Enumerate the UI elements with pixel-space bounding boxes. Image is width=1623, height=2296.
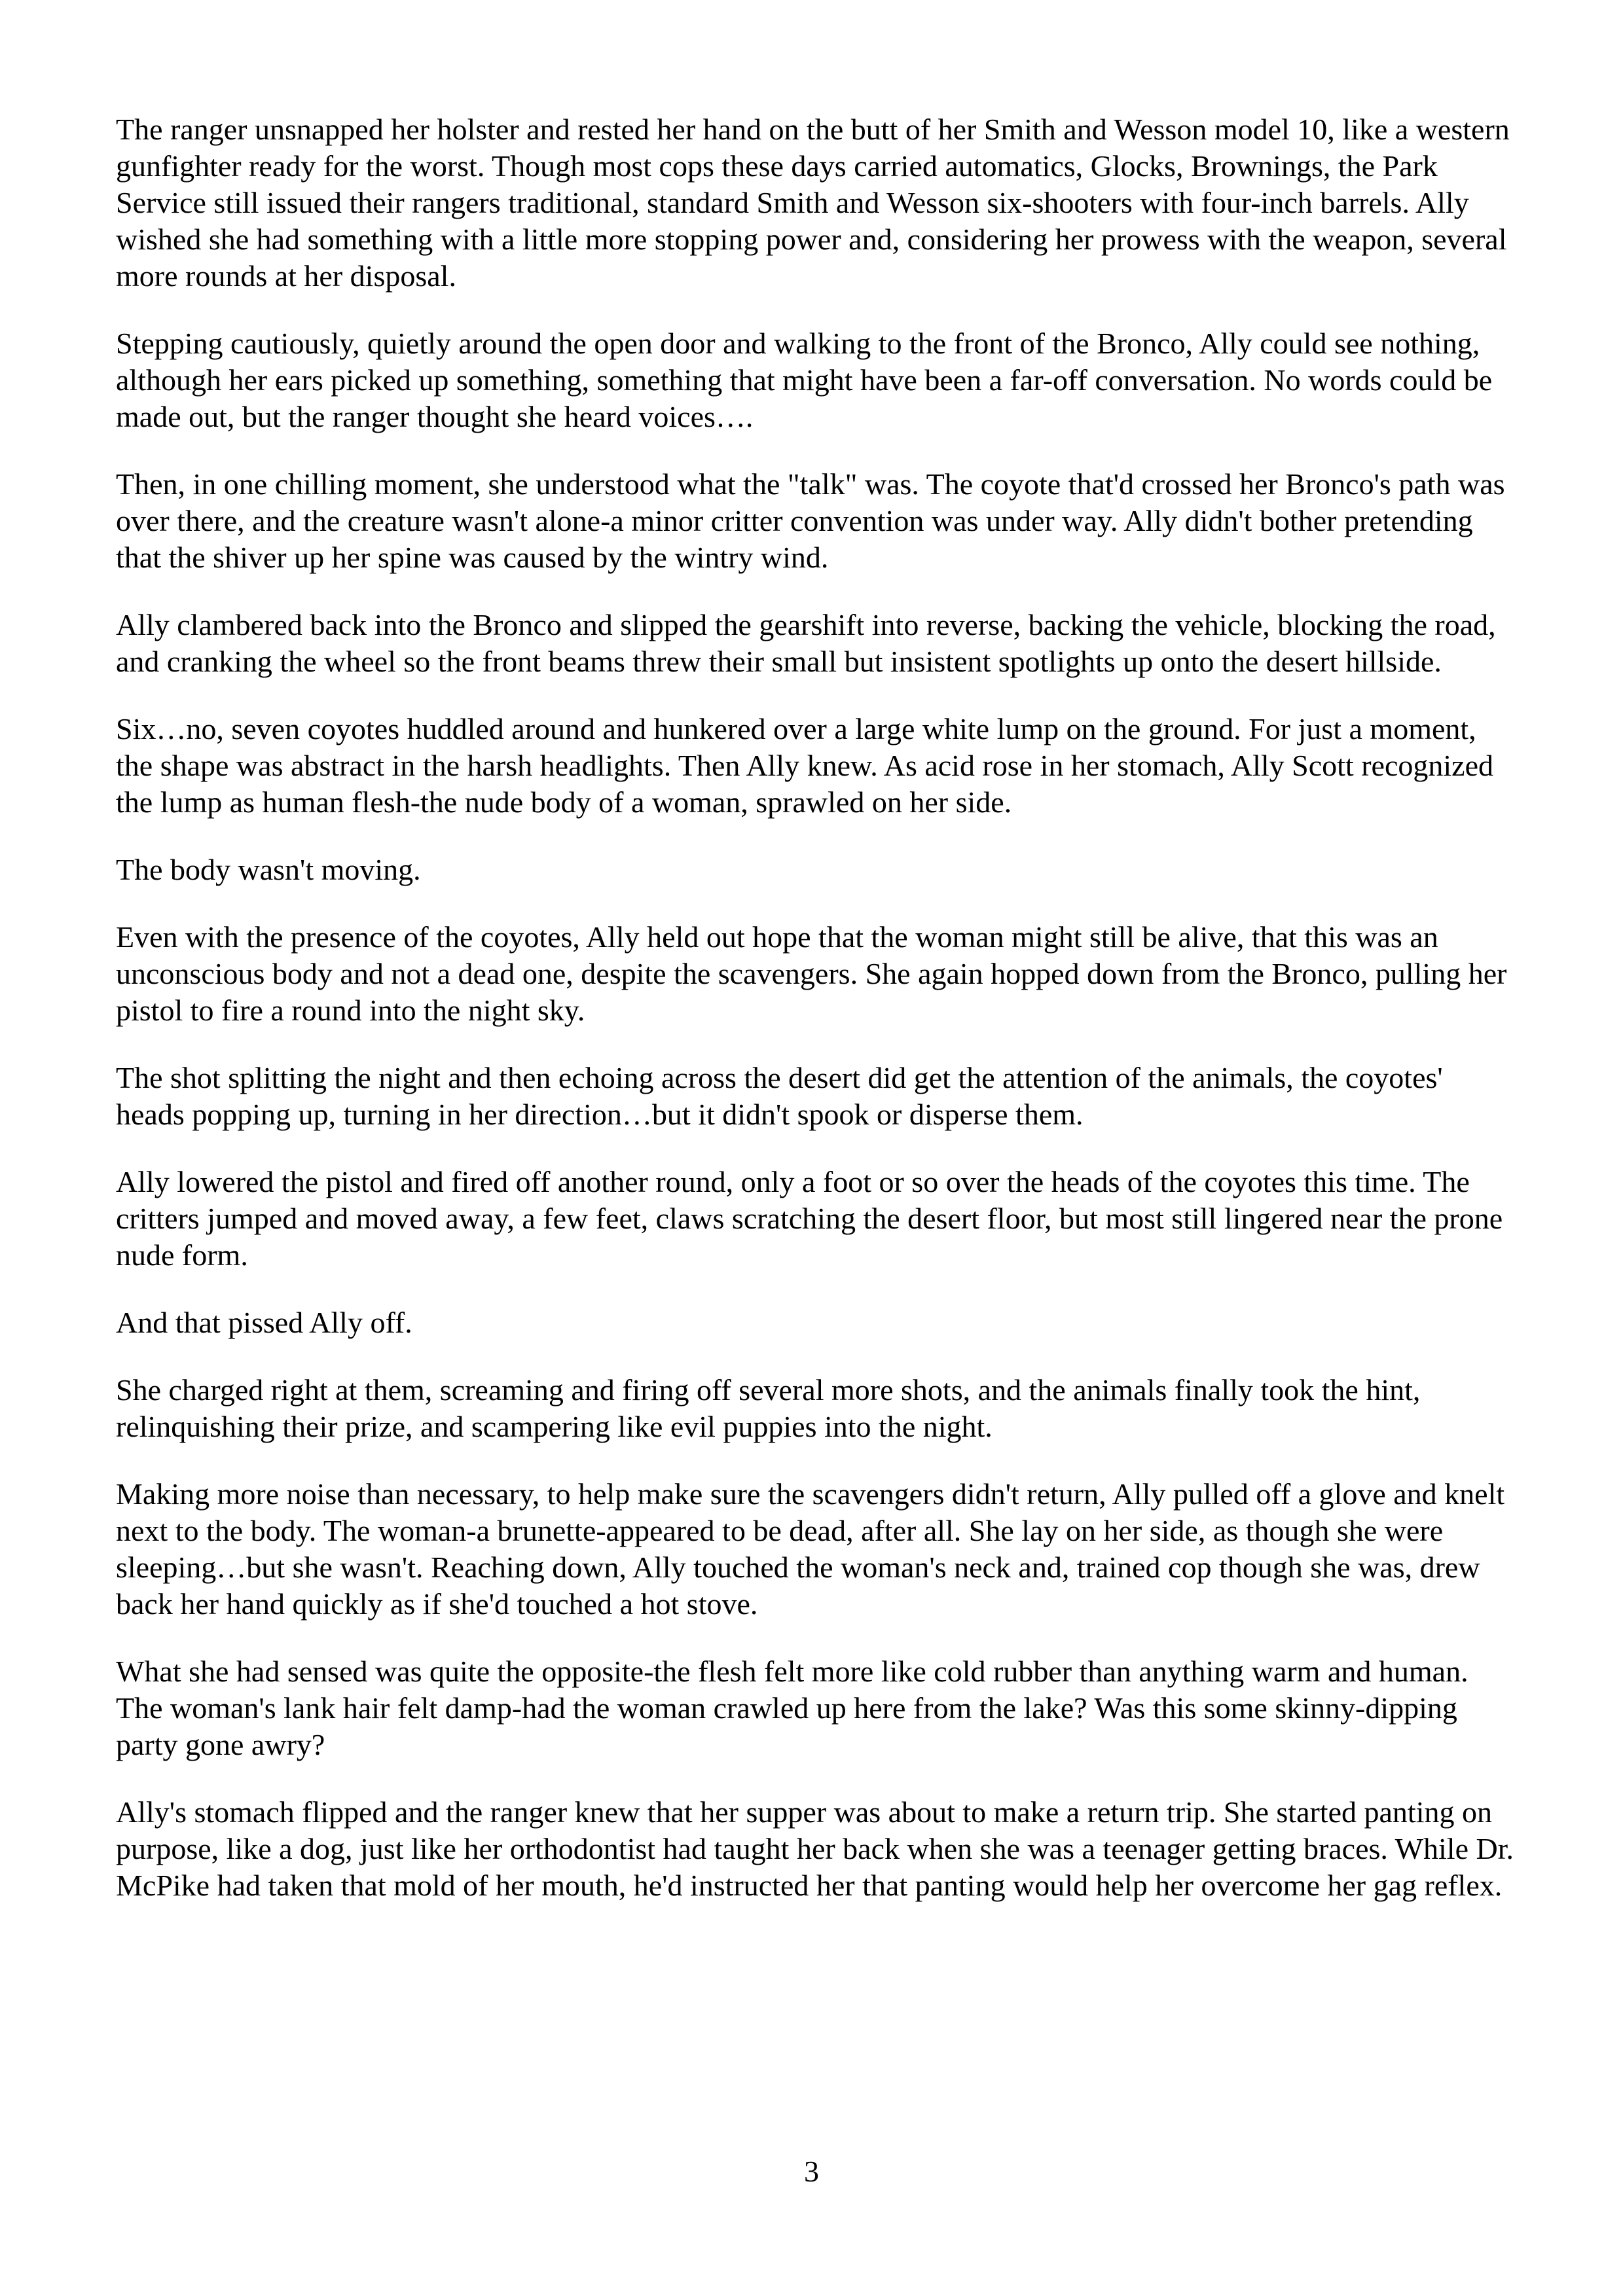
paragraph-4: Ally clambered back into the Bronco and slipped the gearshift into reverse, backing the vehicle, blocking the road, and cranking the wheel so the front beams threw their small but insistent spotlights up onto the desert hillside. bbox=[116, 608, 1496, 678]
paragraph-14: Ally's stomach flipped and the ranger knew that her supper was about to make a return trip. She started panting on purpose, like a dog, just like her orthodontist had taught her back when she was a teenager getting braces. While Dr. McPike had taken that mold of her mouth, he'd instructed her that panting would help her overcome her gag reflex. bbox=[116, 1795, 1514, 1902]
paragraph-9: Ally lowered the pistol and fired off another round, only a foot or so over the heads of the coyotes this time. The critters jumped and moved away, a few feet, claws scratching the desert floor, but most still lingered near the prone nude form. bbox=[116, 1165, 1503, 1272]
paragraph-12: Making more noise than necessary, to help make sure the scavengers didn't return, Ally pulled off a glove and knelt next to the body. The woman-a brunette-appeared to be dead, after all. She lay on her side, as though she were sleeping…but she wasn't. Reaching down, Ally touched the woman's neck and, trained cop though she was, drew back her hand quickly as if she'd touched a hot stove. bbox=[116, 1477, 1505, 1621]
paragraph-2: Stepping cautiously, quietly around the open door and walking to the front of the Bronco, Ally could see nothing, although her ears picked up something, something that might have been a far-off conversation. No words could be made out, but the ranger thought she heard voices…. bbox=[116, 327, 1493, 433]
paragraph-3: Then, in one chilling moment, she understood what the "talk" was. The coyote that'd crossed her Bronco's path was over there, and the creature wasn't alone-a minor critter convention was under way. Ally didn't bother pretending that the shiver up her spine was caused by the wintry wind. bbox=[116, 467, 1505, 574]
paragraph-13: What she had sensed was quite the opposite-the flesh felt more like cold rubber than anything warm and human. The woman's lank hair felt damp-had the woman crawled up here from the lake? Was this some skinny-dipping party gone awry? bbox=[116, 1655, 1468, 1761]
body-text bbox=[116, 111, 1517, 1935]
paragraph-5: Six…no, seven coyotes huddled around and hunkered over a large white lump on the ground. For just a moment, the shape was abstract in the harsh headlights. Then Ally knew. As acid rose in her stomach, Ally Scott recognized the lump as human flesh-the nude body of a woman, sprawled on her side. bbox=[116, 712, 1493, 819]
paragraph-7: Even with the presence of the coyotes, Ally held out hope that the woman might still be alive, that this was an unconscious body and not a dead one, despite the scavengers. She again hopped down from the Bronco, pulling her pistol to fire a round into the night sky. bbox=[116, 920, 1507, 1027]
paragraph-11: She charged right at them, screaming and firing off several more shots, and the animals finally took the hint, relinquishing their prize, and scampering like evil puppies into the night. bbox=[116, 1373, 1421, 1443]
paragraph-8: The shot splitting the night and then echoing across the desert did get the attention of the animals, the coyotes' heads popping up, turning in her direction…but it didn't spook or disperse them. bbox=[116, 1061, 1443, 1131]
paragraph-1: The ranger unsnapped her holster and rested her hand on the butt of her Smith and Wesson model 10, like a western gunfighter ready for the worst. Though most cops these days carried automatics, Glocks, Brownings, the Park Service still issued their rangers traditional, standard Smith and Wesson six-shooters with four-inch barrels. Ally wished she had something with a little more stopping power and, considering her prowess with the weapon, several more rounds at her disposal. bbox=[116, 113, 1510, 293]
paragraph-10: And that pissed Ally off. bbox=[116, 1306, 412, 1339]
page-number: 3 bbox=[804, 2155, 819, 2188]
paragraph-6: The body wasn't moving. bbox=[116, 853, 421, 886]
